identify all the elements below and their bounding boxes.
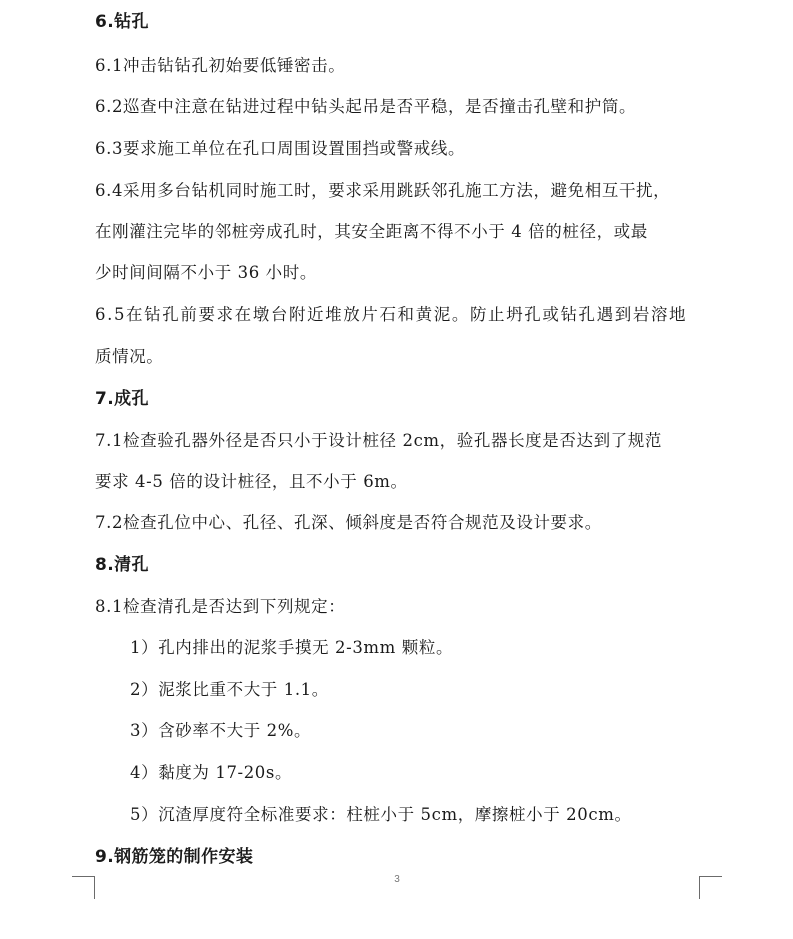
list-item-5: 5）沉渣厚度符全标准要求：柱桩小于 5cm，摩擦桩小于 20cm。	[130, 805, 632, 824]
list-item-4: 4）黏度为 17-20s。	[130, 763, 293, 782]
heading-hole-cleaning: 8.清孔	[95, 555, 149, 575]
heading-hole-forming: 7.成孔	[95, 389, 149, 409]
heading-drilling: 6.钻孔	[95, 12, 149, 32]
page-number: 3	[394, 874, 400, 885]
page-corner-mark-left	[72, 876, 95, 899]
paragraph-7-1-line-2: 要求 4-5 倍的设计桩径，且不小于 6m。	[95, 472, 408, 491]
paragraph-6-1: 6.1冲击钻钻孔初始要低锤密击。	[95, 56, 346, 75]
paragraph-6-5-line-1: 6.5在钻孔前要求在墩台附近堆放片石和黄泥。防止坍孔或钻孔遇到岩溶地	[95, 305, 688, 324]
paragraph-8-1: 8.1检查清孔是否达到下列规定：	[95, 597, 346, 616]
paragraph-6-4-line-2: 在刚灌注完毕的邻桩旁成孔时，其安全距离不得不小于 4 倍的桩径，或最	[95, 222, 648, 241]
paragraph-6-4-line-3: 少时间间隔不小于 36 小时。	[95, 263, 317, 282]
paragraph-7-2: 7.2检查孔位中心、孔径、孔深、倾斜度是否符合规范及设计要求。	[95, 513, 602, 532]
list-item-1: 1）孔内排出的泥浆手摸无 2-3mm 颗粒。	[130, 638, 454, 657]
paragraph-6-2: 6.2巡查中注意在钻进过程中钻头起吊是否平稳，是否撞击孔壁和护筒。	[95, 97, 637, 116]
paragraph-6-4-line-1: 6.4采用多台钻机同时施工时，要求采用跳跃邻孔施工方法，避免相互干扰，	[95, 181, 671, 200]
paragraph-6-3: 6.3要求施工单位在孔口周围设置围挡或警戒线。	[95, 139, 466, 158]
list-item-2: 2）泥浆比重不大于 1.1。	[130, 680, 329, 699]
paragraph-6-5-line-2: 质情况。	[95, 347, 164, 366]
list-item-3: 3）含砂率不大于 2%。	[130, 721, 312, 740]
heading-rebar-cage: 9.钢筋笼的制作安装	[95, 847, 254, 867]
page-corner-mark-right	[699, 876, 722, 899]
paragraph-7-1-line-1: 7.1检查验孔器外径是否只小于设计桩径 2cm，验孔器长度是否达到了规范	[95, 431, 662, 450]
